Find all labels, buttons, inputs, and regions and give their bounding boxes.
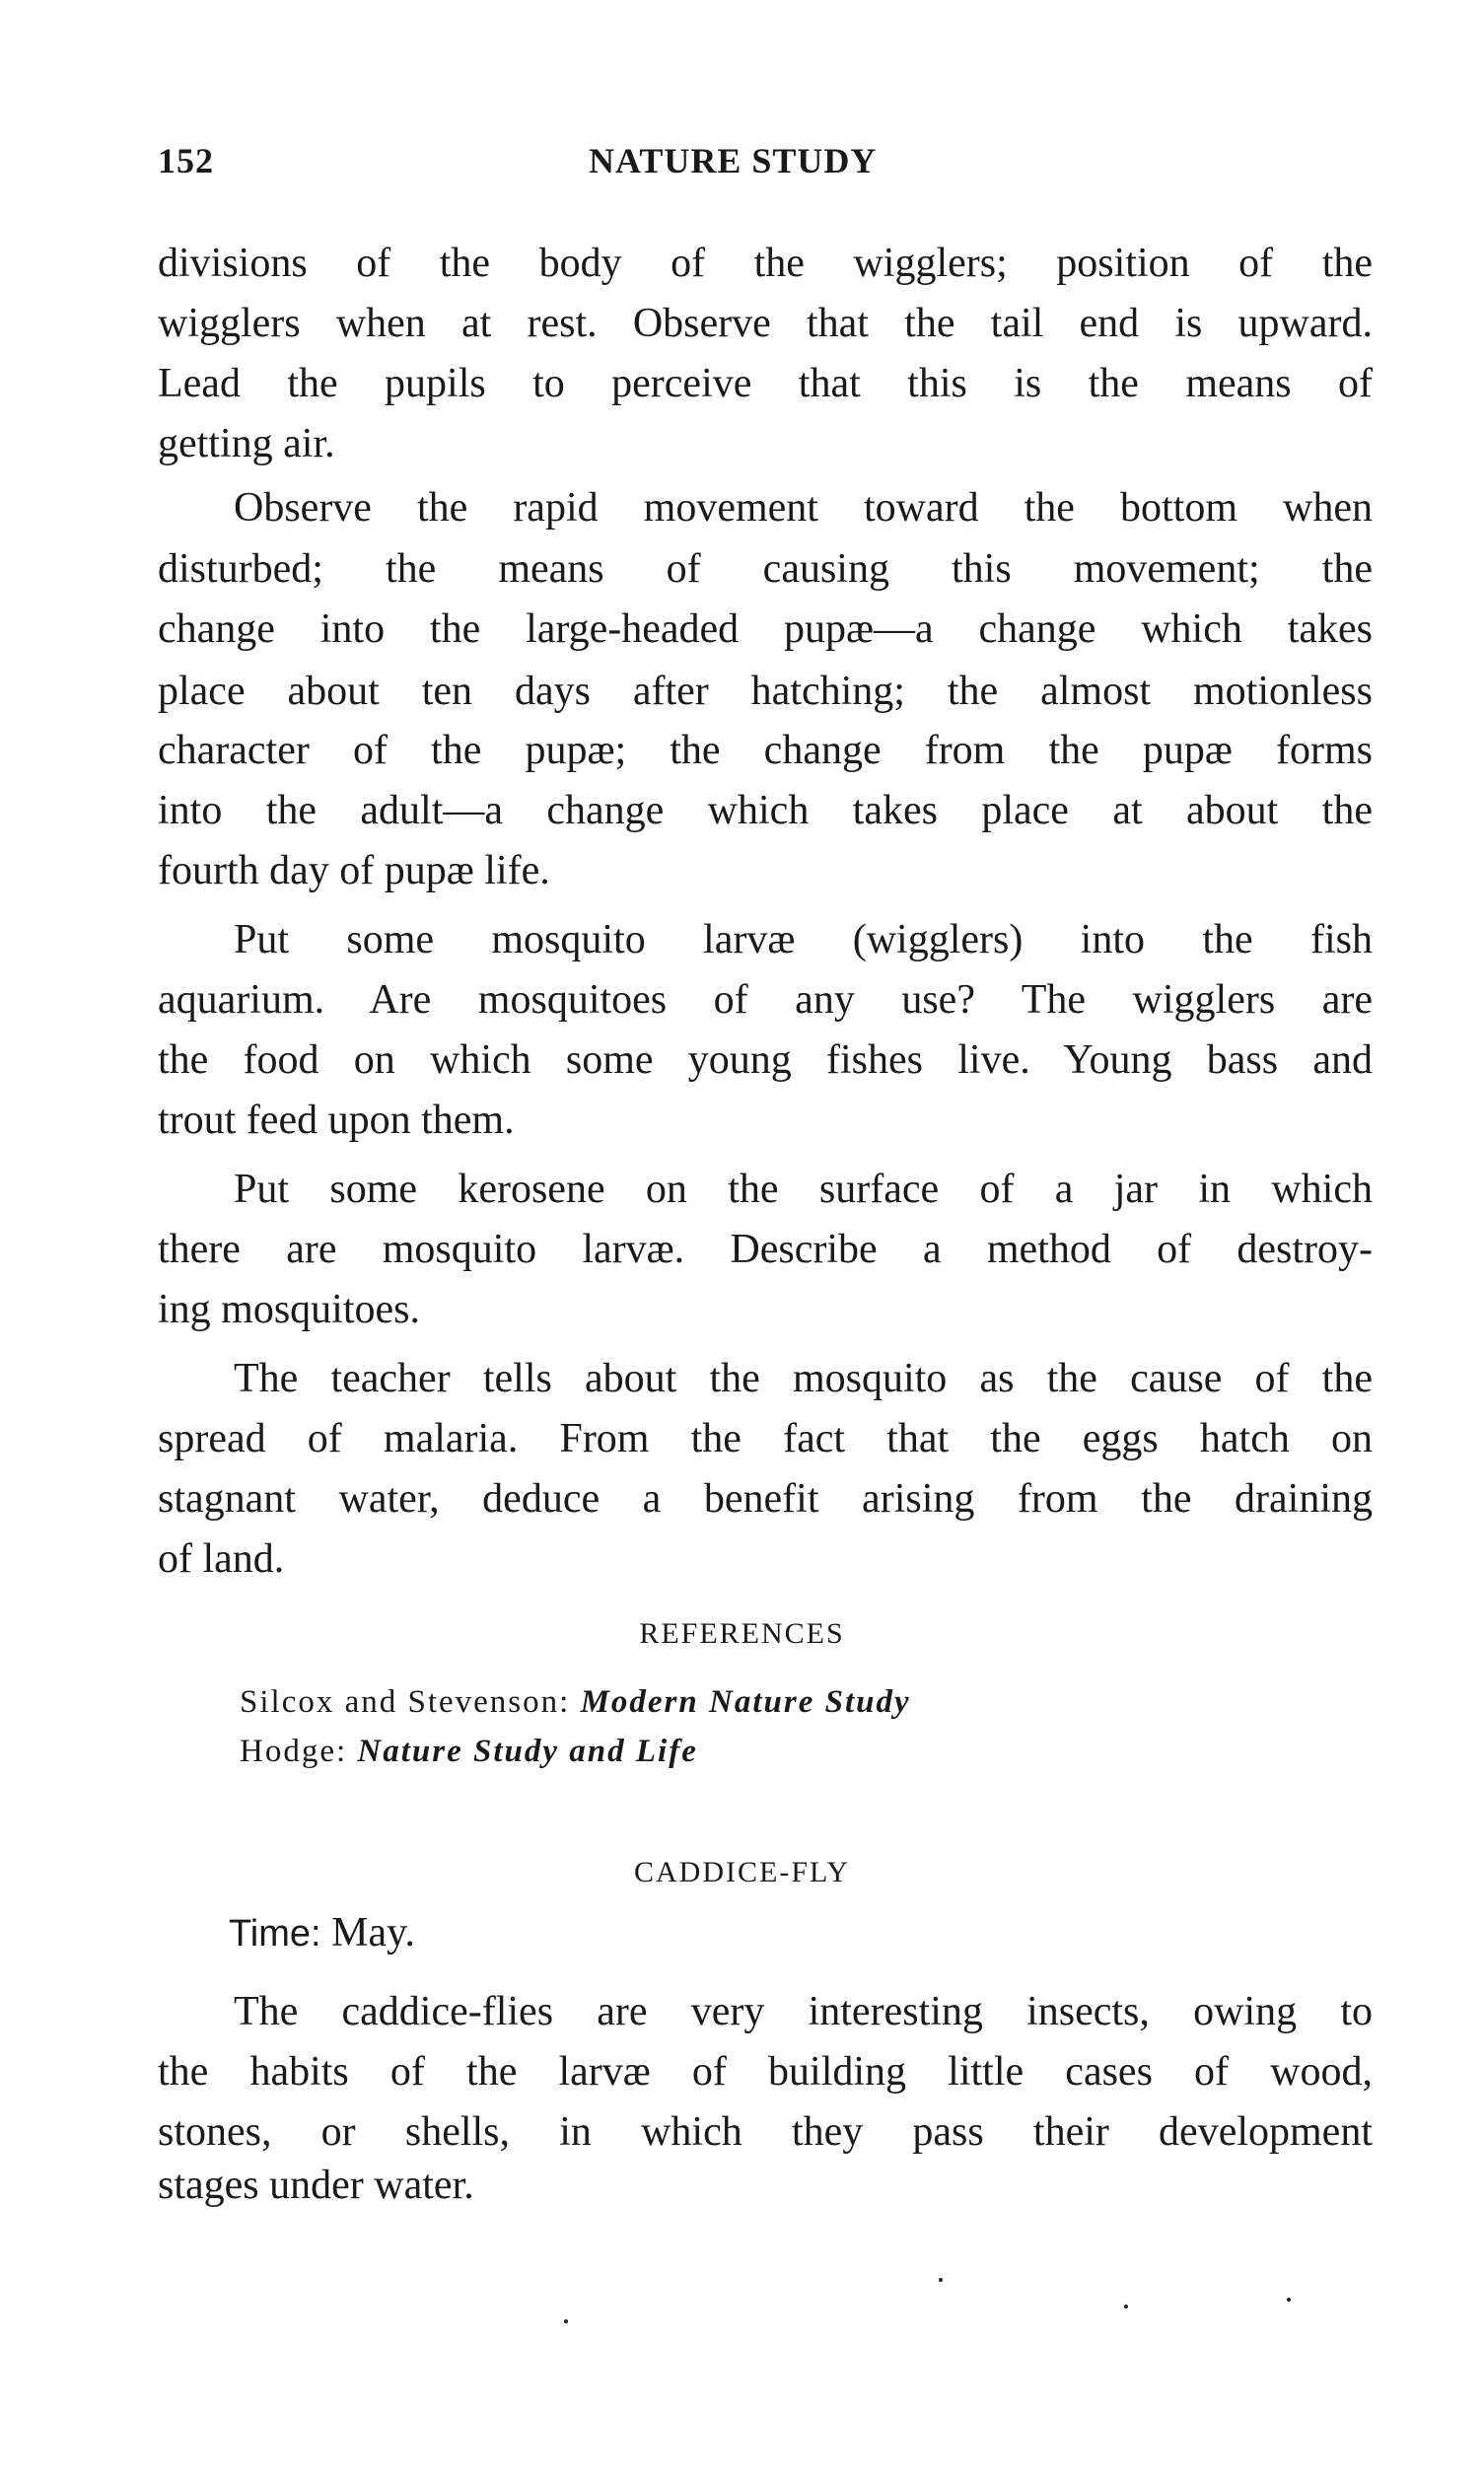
text-line: Observe the rapid movement toward the bottom when (234, 485, 1373, 531)
time-value: May. (331, 1910, 415, 1955)
text-line: wigglers when at rest. Observe that the tail end is upward. (158, 301, 1373, 346)
text-line: spread of malaria. From the fact that the eggs hatch on (158, 1416, 1373, 1461)
time-label: Time: (229, 1913, 321, 1955)
text-line: there are mosquito larvæ. Describe a method of destroy- (158, 1227, 1373, 1272)
section-heading: CADDICE-FLY (634, 1856, 850, 1888)
time-line (229, 1909, 415, 1956)
references-heading: REFERENCES (639, 1617, 845, 1650)
text-line: place about ten days after hatching; the almost motionless (158, 669, 1373, 714)
text-line: ing mosquitoes. (158, 1287, 421, 1332)
reference-title: Nature Study and Life (357, 1734, 698, 1769)
running-title: NATURE STUDY (589, 141, 878, 180)
text-line: stagnant water, deduce a benefit arising from the draining (158, 1476, 1373, 1522)
stray-mark (1124, 2305, 1128, 2309)
stray-mark (564, 2319, 568, 2323)
text-line: aquarium. Are mosquitoes of any use? The wigglers are (158, 977, 1373, 1023)
text-line: The teacher tells about the mosquito as the cause of the (234, 1356, 1373, 1401)
reference-author: Silcox and Stevenson: (240, 1684, 571, 1720)
text-line: fourth day of pupæ life. (158, 848, 550, 893)
text-line: getting air. (158, 421, 335, 466)
text-line: The caddice-flies are very interesting insects, owing to (234, 1989, 1373, 2034)
stray-mark (939, 2278, 943, 2282)
reference-title: Modern Nature Study (580, 1684, 911, 1720)
page-number: 152 (158, 141, 214, 180)
reference-author: Hodge: (240, 1734, 348, 1769)
text-line: trout feed upon them. (158, 1098, 515, 1143)
text-line: divisions of the body of the wigglers; position of the (158, 241, 1373, 286)
text-line: stages under water. (158, 2163, 474, 2208)
text-line: of land. (158, 1536, 285, 1582)
reference-item (240, 1684, 911, 1721)
text-line: into the adult—a change which takes place at about the (158, 788, 1373, 833)
text-line: stones, or shells, in which they pass their development (158, 2109, 1373, 2155)
text-line: the food on which some young fishes live. Young bass and (158, 1037, 1373, 1083)
text-line: character of the pupæ; the change from the pupæ forms (158, 728, 1373, 773)
text-line: Put some mosquito larvæ (wigglers) into the fish (234, 917, 1373, 962)
text-line: the habits of the larvæ of building little cases of wood, (158, 2049, 1373, 2095)
text-line: Put some kerosene on the surface of a jar in which (234, 1167, 1373, 1212)
text-line: disturbed; the means of causing this movement; the (158, 546, 1373, 592)
text-line: Lead the pupils to perceive that this is the means of (158, 361, 1373, 406)
reference-item (240, 1734, 698, 1770)
stray-mark (1287, 2298, 1291, 2302)
text-line: change into the large-headed pupæ—a change which takes (158, 606, 1373, 652)
